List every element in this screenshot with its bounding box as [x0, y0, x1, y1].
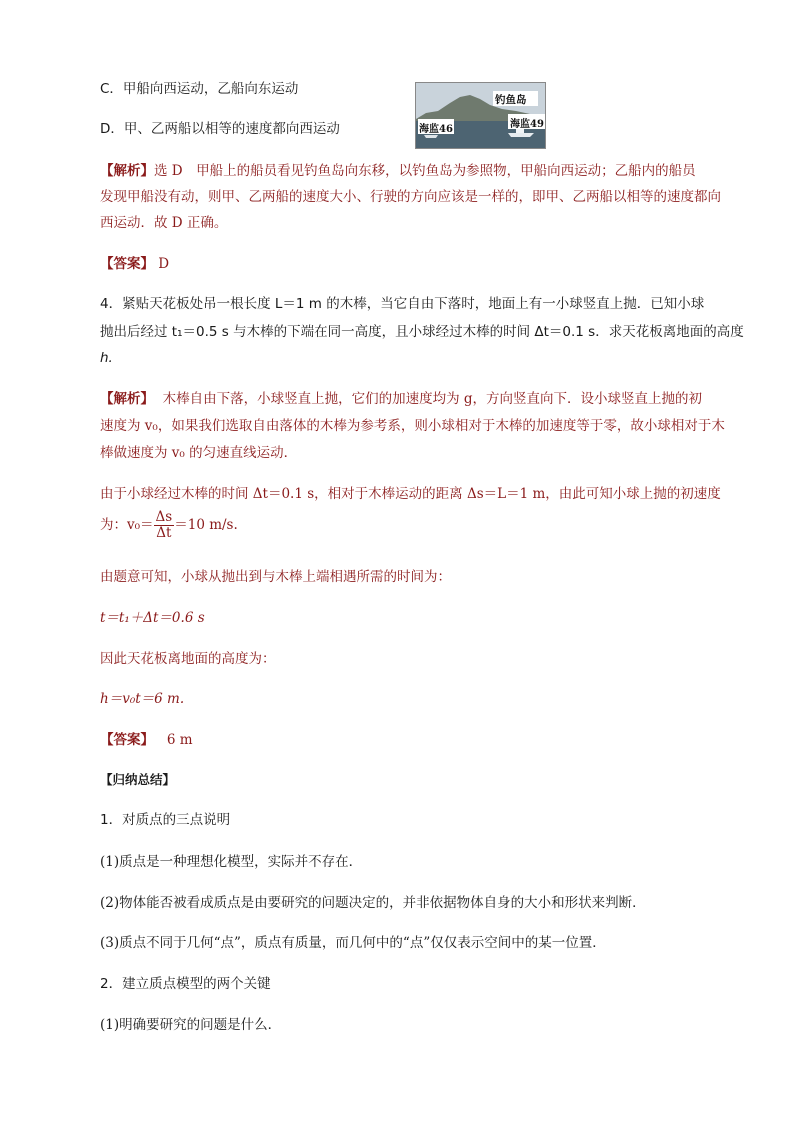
q3-answer	[100, 254, 169, 274]
photo-label-island: 钓鱼岛	[495, 94, 527, 106]
q3-analysis-tag: 【解析】	[100, 163, 154, 179]
summary-heading: 【归纳总结】	[100, 772, 176, 787]
q4-stem-line-1: 4．紧贴天花板处吊一根长度 L＝1 m 的木棒，当它自由下落时，地面上有一小球竖直上抛．已知小球	[100, 296, 705, 312]
option-c: C．甲船向西运动，乙船向东运动	[100, 81, 299, 97]
summary-item1-point3: (3)质点不同于几何“点”，质点有质量，而几何中的“点”仅仅表示空间中的某一位置．	[100, 935, 606, 951]
q4-analysis-line-2: 速度为 v₀，如果我们选取自由落体的木棒为参考系，则小球相对于木棒的加速度等于零，故小球相对于木	[100, 418, 725, 434]
summary-item1-point1: (1)质点是一种理想化模型，实际并不存在．	[100, 854, 363, 870]
q4-answer	[100, 730, 193, 750]
summary-item1-point2: (2)物体能否被看成质点是由要研究的问题决定的，并非依据物体自身的大小和形状来判断．	[100, 895, 646, 911]
q4-answer-value: 6 m	[166, 732, 193, 748]
q4-eq-h: h＝v₀t＝6 m.	[100, 691, 185, 707]
q4-analysis-text-1: 木棒自由下落，小球竖直上抛，它们的加速度均为 g，方向竖直向下．设小球竖直上抛的初	[162, 391, 703, 407]
summary-item1-title: 1．对质点的三点说明	[100, 812, 231, 828]
q4-para1-suffix: ＝10 m/s.	[174, 517, 238, 533]
photo-label-ship-right: 海监49	[510, 119, 544, 130]
q3-analysis-text-1: 选 D 甲船上的船员看见钓鱼岛向东移，以钓鱼岛为参照物，甲船向西运动；乙船内的船员	[154, 163, 696, 179]
diaoyu-island-photo	[415, 82, 546, 149]
photo-label-ship-left: 海监46	[419, 124, 453, 135]
q4-stem-line-3: h.	[100, 350, 113, 366]
fraction-numerator: Δs	[155, 509, 173, 525]
q4-analysis-line-1	[100, 389, 702, 409]
q3-analysis-line-2: 发现甲船没有动，则甲、乙两船的速度大小、行驶的方向应该是一样的，即甲、乙两船以相等的速度都向	[100, 189, 721, 205]
q4-stem-line-2: 抛出后经过 t₁＝0.5 s 与木棒的下端在同一高度，且小球经过木棒的时间 Δt＝0.1 s．求天花板离地面的高度	[100, 324, 744, 340]
q4-para1-prefix: 为：v₀＝	[100, 517, 154, 533]
q3-analysis-line-3: 西运动．故 D 正确。	[100, 215, 228, 231]
q4-para3: 因此天花板离地面的高度为：	[100, 651, 276, 667]
q3-answer-value: D	[158, 256, 170, 272]
q4-analysis-line-3: 棒做速度为 v₀ 的匀速直线运动．	[100, 445, 298, 461]
q4-answer-tag: 【答案】	[100, 732, 154, 748]
velocity-fraction	[154, 510, 175, 541]
q4-analysis-tag: 【解析】	[100, 391, 154, 407]
summary-item2-title: 2．建立质点模型的两个关键	[100, 976, 271, 992]
q3-answer-tag: 【答案】	[100, 256, 154, 272]
q4-para1-line-1: 由于小球经过木棒的时间 Δt＝0.1 s，相对于木棒运动的距离 Δs＝L＝1 m，由此可知小球上抛的初速度	[100, 486, 721, 502]
option-d: D．甲、乙两船以相等的速度都向西运动	[100, 121, 340, 137]
q4-eq-t: t＝t₁＋Δt＝0.6 s	[100, 610, 205, 626]
q4-para2: 由题意可知，小球从抛出到与木棒上端相遇所需的时间为：	[100, 569, 451, 585]
summary-item2-point1: (1)明确要研究的问题是什么．	[100, 1017, 282, 1033]
q4-para1-line-2	[100, 508, 238, 542]
fraction-denominator: Δt	[156, 525, 172, 541]
q3-analysis-line-1	[100, 161, 696, 181]
